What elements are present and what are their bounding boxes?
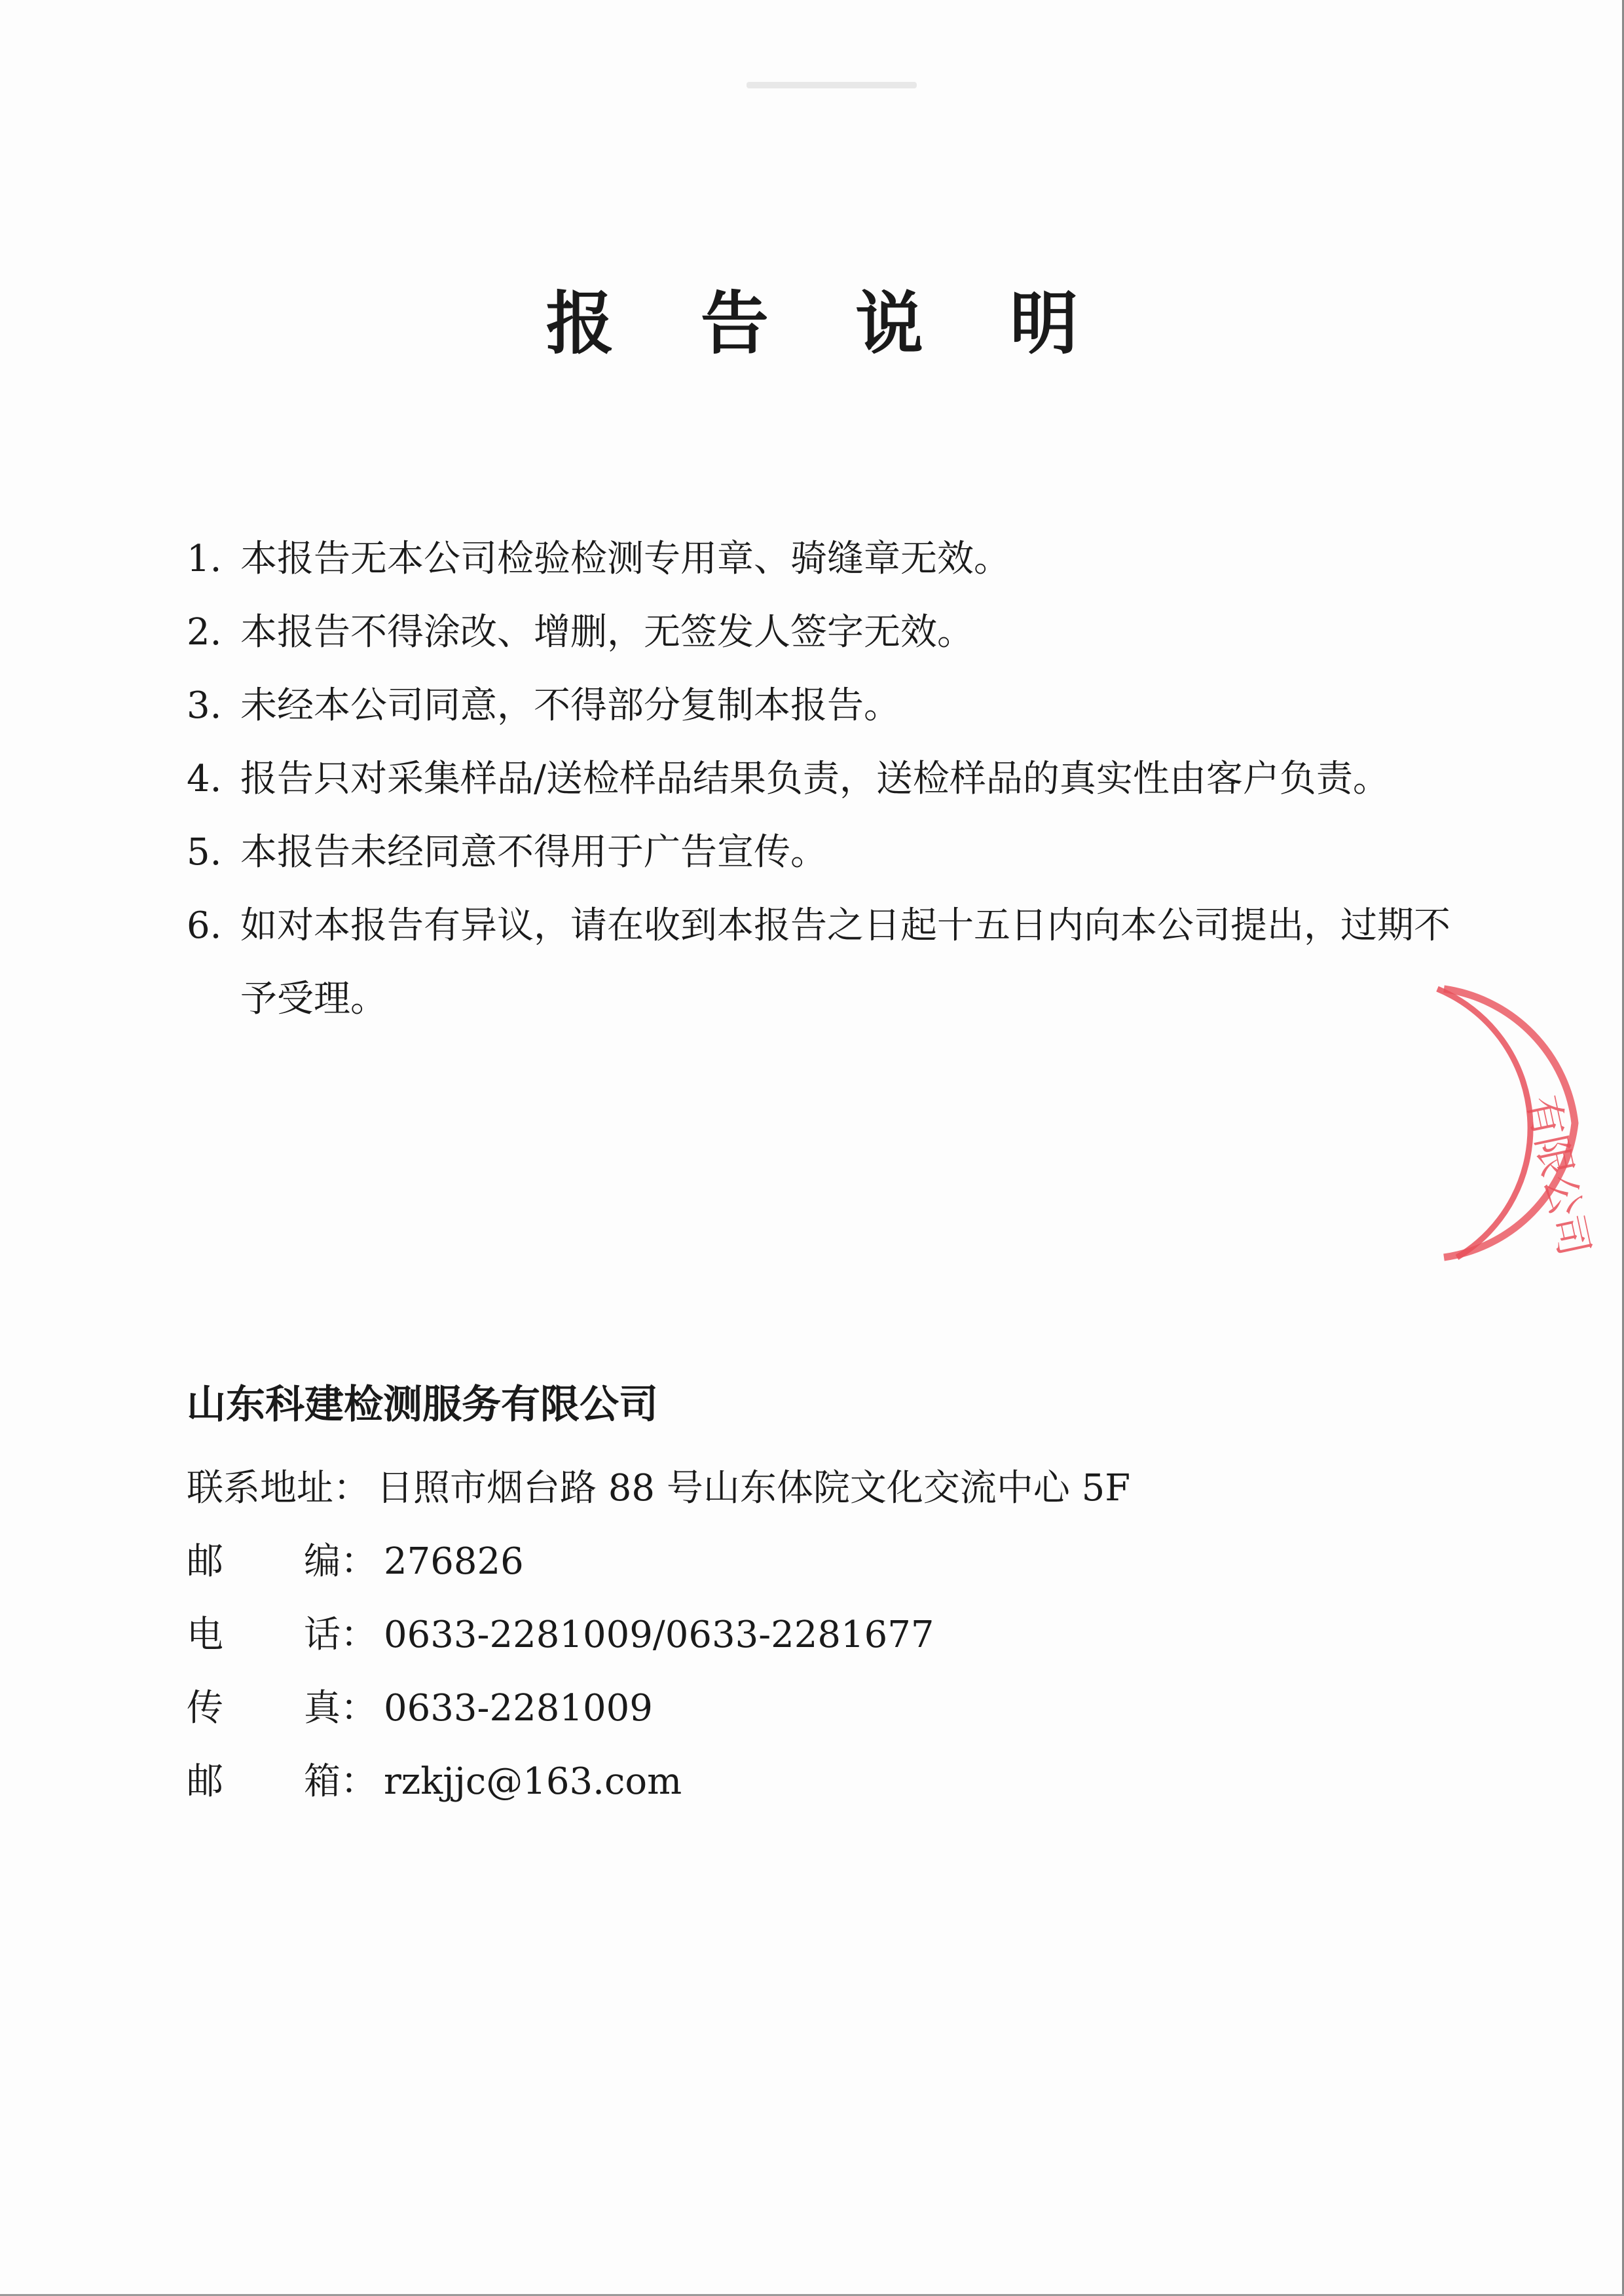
note-text: 报告只对采集样品/送检样品结果负责，送检样品的真实性由客户负责。 bbox=[240, 758, 1390, 800]
label-char: 真 bbox=[304, 1687, 341, 1730]
address-label: 联系地址 bbox=[187, 1467, 333, 1509]
email-value: rzkjjc@163.com bbox=[384, 1760, 682, 1803]
label-char: 传 bbox=[187, 1687, 223, 1730]
note-text: 未经本公司同意，不得部分复制本报告。 bbox=[240, 684, 900, 727]
company-name: 山东科建检测服务有限公司 bbox=[187, 1382, 658, 1428]
fax-label bbox=[187, 1672, 341, 1745]
note-text: 予受理。 bbox=[240, 978, 387, 1020]
note-text: 本报告无本公司检验检测专用章、骑缝章无效。 bbox=[240, 538, 1010, 580]
colon: ： bbox=[341, 1540, 377, 1583]
label-char: 电 bbox=[187, 1614, 223, 1656]
email-label bbox=[187, 1745, 341, 1819]
note-item-continuation bbox=[187, 963, 1529, 1036]
note-number: 3. bbox=[187, 684, 222, 727]
fax-row bbox=[187, 1672, 1496, 1745]
note-number: 6. bbox=[187, 904, 222, 947]
phone-value: 0633-2281009/0633-2281677 bbox=[384, 1614, 934, 1656]
label-char: 编 bbox=[304, 1540, 341, 1583]
page-title: 报 告 说 明 bbox=[545, 283, 1110, 363]
scan-artifact bbox=[747, 82, 917, 88]
note-item bbox=[187, 669, 1529, 743]
colon: ： bbox=[333, 1467, 370, 1509]
note-text: 本报告未经同意不得用于广告宣传。 bbox=[240, 831, 827, 874]
note-item bbox=[187, 743, 1529, 816]
note-item bbox=[187, 889, 1529, 963]
seal-text: 有限公司 bbox=[1518, 1091, 1599, 1261]
email-row bbox=[187, 1745, 1496, 1819]
label-char: 话 bbox=[304, 1614, 341, 1656]
label-char: 邮 bbox=[187, 1760, 223, 1803]
address-row bbox=[187, 1452, 1496, 1525]
note-item bbox=[187, 596, 1529, 669]
note-number: 2. bbox=[187, 611, 222, 654]
company-contact-block bbox=[187, 1372, 1496, 1819]
colon: ： bbox=[341, 1760, 377, 1803]
fax-value: 0633-2281009 bbox=[384, 1687, 653, 1730]
notes-list bbox=[187, 523, 1529, 1036]
note-number bbox=[187, 963, 240, 1036]
note-text: 本报告不得涂改、增删，无签发人签字无效。 bbox=[240, 611, 974, 654]
colon: ： bbox=[341, 1687, 377, 1730]
label-char: 邮 bbox=[187, 1540, 223, 1583]
note-item bbox=[187, 816, 1529, 889]
note-number: 4. bbox=[187, 758, 222, 800]
phone-row bbox=[187, 1599, 1496, 1672]
note-item bbox=[187, 523, 1529, 596]
postcode-label bbox=[187, 1525, 341, 1599]
note-text: 如对本报告有异议，请在收到本报告之日起十五日内向本公司提出，过期不 bbox=[240, 904, 1450, 947]
postcode-row bbox=[187, 1525, 1496, 1599]
note-number: 5. bbox=[187, 831, 222, 874]
note-number: 1. bbox=[187, 538, 222, 580]
phone-label bbox=[187, 1599, 341, 1672]
label-char: 箱 bbox=[304, 1760, 341, 1803]
address-value: 日照市烟台路 88 号山东体院文化交流中心 5F bbox=[377, 1467, 1131, 1509]
postcode-value: 276826 bbox=[384, 1540, 524, 1583]
colon: ： bbox=[341, 1614, 377, 1656]
company-seal-stamp bbox=[1418, 976, 1601, 1270]
